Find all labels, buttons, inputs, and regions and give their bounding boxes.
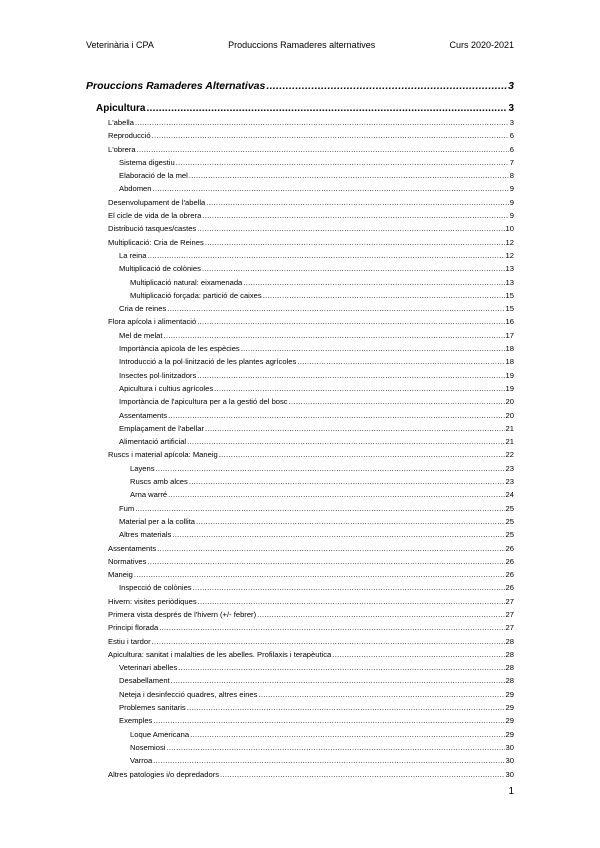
toc-dot-leader xyxy=(168,488,504,501)
toc-entry[interactable] xyxy=(86,262,514,275)
toc-entry[interactable] xyxy=(86,409,514,422)
page-header xyxy=(86,38,514,52)
toc-entry-page: 26 xyxy=(505,583,514,593)
toc-dot-leader xyxy=(189,169,509,182)
toc-entry-title: Desabellament xyxy=(119,676,170,686)
toc-dot-leader xyxy=(156,462,505,475)
toc-entry-title: L'abella xyxy=(108,118,134,127)
toc-dot-leader xyxy=(220,768,505,781)
toc-entry[interactable] xyxy=(86,528,514,541)
toc-entry-page: 24 xyxy=(505,490,514,500)
table-of-contents xyxy=(86,78,514,781)
toc-dot-leader xyxy=(193,581,505,594)
toc-dot-leader xyxy=(332,648,504,661)
toc-dot-leader xyxy=(289,395,505,408)
toc-entry-page: 30 xyxy=(505,742,514,752)
toc-entry-page: 26 xyxy=(505,556,514,566)
toc-dot-leader xyxy=(257,608,504,621)
toc-entry-title: La reina xyxy=(119,250,147,260)
toc-entry[interactable] xyxy=(86,78,514,95)
toc-entry-title: Alimentació artificial xyxy=(119,437,187,447)
toc-entry-title: Hivern: visites periòdiques xyxy=(108,596,197,606)
toc-entry-page: 9 xyxy=(509,197,514,207)
toc-entry[interactable] xyxy=(86,342,514,355)
toc-entry[interactable] xyxy=(86,608,514,621)
toc-entry-page: 21 xyxy=(505,423,514,433)
toc-entry[interactable] xyxy=(86,648,514,661)
toc-entry-page: 29 xyxy=(505,729,514,739)
toc-entry-title: Principi florada xyxy=(108,623,159,633)
toc-entry[interactable] xyxy=(86,754,514,767)
toc-entry-page: 6 xyxy=(509,131,514,141)
toc-entry-title: Veterinari abelles xyxy=(119,663,178,673)
toc-entry-page: 29 xyxy=(505,716,514,726)
toc-entry[interactable] xyxy=(86,395,514,408)
toc-entry[interactable] xyxy=(86,196,514,209)
toc-entry[interactable] xyxy=(86,768,514,781)
toc-entry-page: 6 xyxy=(509,144,514,154)
toc-entry[interactable] xyxy=(86,515,514,528)
toc-entry-page: 16 xyxy=(505,317,514,327)
toc-entry-title: Primera vista després de l'hivern (+/- febrer) xyxy=(108,609,257,619)
toc-entry[interactable] xyxy=(86,101,514,116)
toc-entry[interactable] xyxy=(86,315,514,328)
toc-dot-leader xyxy=(189,475,505,488)
toc-entry-title: Altres patologies i/o depredadors xyxy=(108,769,220,779)
toc-dot-leader xyxy=(168,409,504,422)
toc-dot-leader xyxy=(147,249,504,262)
toc-entry-page: 3 xyxy=(509,118,514,127)
toc-entry-title: Reproducció xyxy=(108,131,151,141)
toc-entry-page: 20 xyxy=(505,410,514,420)
toc-entry-page: 23 xyxy=(505,477,514,487)
toc-entry-title: Material per a la collita xyxy=(119,516,195,526)
toc-entry-page: 25 xyxy=(505,530,514,540)
toc-entry-title: Ruscs i material apícola: Maneig xyxy=(108,450,218,460)
toc-entry-page: 18 xyxy=(505,344,514,354)
toc-entry[interactable] xyxy=(86,688,514,701)
toc-entry-page: 15 xyxy=(505,290,514,300)
toc-dot-leader xyxy=(153,714,504,727)
toc-entry-page: 8 xyxy=(509,171,514,181)
toc-entry-page: 28 xyxy=(505,636,514,646)
toc-entry[interactable] xyxy=(86,728,514,741)
toc-dot-leader xyxy=(241,342,505,355)
toc-entry-title: Fum xyxy=(119,503,135,513)
toc-entry-page: 12 xyxy=(505,250,514,260)
toc-entry[interactable] xyxy=(86,581,514,594)
toc-dot-leader xyxy=(214,382,504,395)
toc-entry[interactable] xyxy=(86,674,514,687)
toc-entry[interactable] xyxy=(86,236,514,249)
header-course-name: Veterinària i CPA xyxy=(86,40,154,50)
toc-entry-page: 9 xyxy=(509,184,514,194)
toc-entry[interactable] xyxy=(86,369,514,382)
toc-entry-title: Maneig xyxy=(108,570,133,580)
toc-entry[interactable] xyxy=(86,595,514,608)
toc-entry-title: Multiplicació forçada: partició de caixes xyxy=(130,290,262,300)
toc-dot-leader xyxy=(137,143,509,156)
toc-entry-title: Desenvolupament de l'abella xyxy=(108,197,206,207)
toc-entry-page: 29 xyxy=(505,689,514,699)
toc-dot-leader xyxy=(152,129,509,142)
toc-dot-leader xyxy=(152,635,505,648)
toc-entry-page: 13 xyxy=(505,277,514,287)
toc-entry-title: Introducció a la pol·linització de les plantes agrícoles xyxy=(119,357,297,367)
toc-entry[interactable] xyxy=(86,329,514,342)
toc-entry-title: El cicle de vida de la obrera xyxy=(108,211,202,221)
toc-entry[interactable] xyxy=(86,502,514,515)
toc-entry-page: 10 xyxy=(505,224,514,234)
toc-entry-page: 21 xyxy=(505,437,514,447)
toc-entry[interactable] xyxy=(86,209,514,222)
toc-entry-title: Multiplicació natural: eixamenada xyxy=(130,277,243,287)
toc-entry[interactable] xyxy=(86,182,514,195)
toc-dot-leader xyxy=(190,728,504,741)
toc-entry-title: Arna warré xyxy=(130,490,168,500)
toc-dot-leader xyxy=(263,289,505,302)
toc-entry-title: Multiplicació de colònies xyxy=(119,264,201,274)
toc-entry-title: Sistema digestiu xyxy=(119,157,175,167)
toc-entry-title: Importància apícola de les espècies xyxy=(119,344,240,354)
toc-entry-title: Flora apícola i alimentació xyxy=(108,317,197,327)
toc-entry[interactable] xyxy=(86,382,514,395)
toc-entry-page: 19 xyxy=(505,370,514,380)
toc-entry[interactable] xyxy=(86,422,514,435)
page-number: 1 xyxy=(508,786,514,797)
toc-entry-title: Altres materials xyxy=(119,530,172,540)
toc-dot-leader xyxy=(157,542,504,555)
toc-entry-page: 15 xyxy=(505,304,514,314)
toc-entry-title: Neteja i desinfecció quadres, altres eines xyxy=(119,689,258,699)
toc-entry-title: Estiu i tardor xyxy=(108,636,151,646)
toc-entry-title: Distribució tasques/castes xyxy=(108,224,197,234)
toc-entry-page: 27 xyxy=(505,609,514,619)
toc-entry-title: Apicultura xyxy=(96,103,146,114)
toc-dot-leader xyxy=(171,674,505,687)
toc-entry-page: 20 xyxy=(505,397,514,407)
toc-entry-title: Exemples xyxy=(119,716,153,726)
toc-dot-leader xyxy=(153,182,509,195)
toc-entry-page: 26 xyxy=(505,570,514,580)
toc-entry-title: Ruscs amb alces xyxy=(130,477,188,487)
toc-entry-page: 13 xyxy=(505,264,514,274)
toc-dot-leader xyxy=(159,621,504,634)
toc-entry[interactable] xyxy=(86,302,514,315)
toc-entry[interactable] xyxy=(86,143,514,156)
toc-dot-leader xyxy=(202,209,508,222)
toc-entry-title: Insectes pol·linitzadors xyxy=(119,370,197,380)
toc-entry-title: Loque Americana xyxy=(130,729,190,739)
toc-entry[interactable] xyxy=(86,701,514,714)
toc-entry-title: Inspecció de colònies xyxy=(119,583,192,593)
toc-entry-title: Emplaçament de l'abellar xyxy=(119,423,205,433)
toc-entry[interactable] xyxy=(86,156,514,169)
toc-dot-leader xyxy=(163,329,504,342)
toc-dot-leader xyxy=(146,101,507,116)
toc-dot-leader xyxy=(206,196,508,209)
toc-entry-title: Normatives xyxy=(108,556,147,566)
toc-entry-title: Abdomen xyxy=(119,184,152,194)
toc-dot-leader xyxy=(172,528,504,541)
toc-entry-title: Problemes sanitaris xyxy=(119,703,186,713)
toc-entry[interactable] xyxy=(86,222,514,235)
toc-dot-leader xyxy=(167,302,504,315)
toc-entry[interactable] xyxy=(86,621,514,634)
toc-entry[interactable] xyxy=(86,661,514,674)
toc-dot-leader xyxy=(202,262,505,275)
toc-entry-page: 23 xyxy=(505,463,514,473)
toc-entry-title: Nosemiosi xyxy=(130,742,166,752)
toc-dot-leader xyxy=(197,369,504,382)
toc-dot-leader xyxy=(297,355,504,368)
toc-dot-leader xyxy=(205,236,505,249)
toc-entry-title: Apicultura: sanitat i malalties de les abelles. Profilaxis i terapèutica xyxy=(108,649,332,659)
toc-entry-page: 28 xyxy=(505,649,514,659)
toc-entry-title: Layens xyxy=(130,463,155,473)
toc-entry[interactable] xyxy=(86,635,514,648)
toc-entry[interactable] xyxy=(86,714,514,727)
toc-entry[interactable] xyxy=(86,129,514,142)
toc-entry-page: 27 xyxy=(505,596,514,606)
toc-entry[interactable] xyxy=(86,475,514,488)
toc-entry[interactable] xyxy=(86,116,514,129)
toc-dot-leader xyxy=(147,555,504,568)
toc-entry-page: 28 xyxy=(505,663,514,673)
toc-dot-leader xyxy=(197,315,504,328)
toc-entry-title: Importància de l'apicultura per a la gestió del bosc xyxy=(119,397,288,407)
toc-entry-title: Elaboració de la mel xyxy=(119,171,188,181)
toc-entry-page: 9 xyxy=(509,211,514,221)
toc-entry[interactable] xyxy=(86,741,514,754)
toc-dot-leader xyxy=(187,701,505,714)
header-document-title: Produccions Ramaderes alternatives xyxy=(228,40,376,50)
toc-dot-leader xyxy=(205,422,505,435)
toc-dot-leader xyxy=(258,688,504,701)
toc-dot-leader xyxy=(219,448,505,461)
toc-entry[interactable] xyxy=(86,355,514,368)
toc-dot-leader xyxy=(134,568,505,581)
toc-entry[interactable] xyxy=(86,169,514,182)
toc-entry-title: Varroa xyxy=(130,756,153,766)
toc-entry-title: Prouccions Ramaderes Alternativas xyxy=(86,80,266,92)
toc-dot-leader xyxy=(176,156,509,169)
toc-dot-leader xyxy=(196,515,505,528)
toc-entry[interactable] xyxy=(86,276,514,289)
toc-entry-page: 19 xyxy=(505,383,514,393)
toc-dot-leader xyxy=(153,754,504,767)
toc-entry-page: 26 xyxy=(505,543,514,553)
toc-dot-leader xyxy=(187,435,504,448)
toc-dot-leader xyxy=(243,276,504,289)
toc-entry-page: 3 xyxy=(508,80,514,92)
toc-entry[interactable] xyxy=(86,448,514,461)
toc-entry-page: 30 xyxy=(505,769,514,779)
toc-dot-leader xyxy=(135,116,509,129)
toc-entry-page: 3 xyxy=(508,103,514,114)
toc-entry-page: 25 xyxy=(505,516,514,526)
toc-entry[interactable] xyxy=(86,488,514,501)
toc-entry[interactable] xyxy=(86,435,514,448)
toc-entry-title: Mel de melat xyxy=(119,330,163,340)
toc-entry[interactable] xyxy=(86,568,514,581)
toc-dot-leader xyxy=(197,222,504,235)
toc-entry-page: 25 xyxy=(505,503,514,513)
toc-entry[interactable] xyxy=(86,555,514,568)
toc-entry-page: 12 xyxy=(505,237,514,247)
toc-entry-page: 30 xyxy=(505,756,514,766)
toc-dot-leader xyxy=(198,595,505,608)
toc-entry-page: 18 xyxy=(505,357,514,367)
toc-entry-title: Assentaments xyxy=(119,410,168,420)
header-academic-year: Curs 2020-2021 xyxy=(449,40,514,50)
toc-entry-page: 22 xyxy=(505,450,514,460)
toc-dot-leader xyxy=(178,661,504,674)
toc-entry[interactable] xyxy=(86,249,514,262)
toc-entry-page: 28 xyxy=(505,676,514,686)
toc-entry-title: Multiplicació: Cria de Reines xyxy=(108,237,204,247)
toc-dot-leader xyxy=(266,78,507,95)
toc-entry-title: Apicultura i cultius agrícoles xyxy=(119,383,214,393)
toc-entry-page: 29 xyxy=(505,703,514,713)
toc-entry-page: 7 xyxy=(509,157,514,167)
toc-entry-title: L'obrera xyxy=(108,144,136,154)
toc-entry[interactable] xyxy=(86,289,514,302)
toc-entry[interactable] xyxy=(86,542,514,555)
toc-entry-title: Cria de reines xyxy=(119,304,167,314)
toc-dot-leader xyxy=(135,502,504,515)
toc-dot-leader xyxy=(166,741,504,754)
toc-entry-title: Assentaments xyxy=(108,543,157,553)
toc-entry-page: 27 xyxy=(505,623,514,633)
toc-entry[interactable] xyxy=(86,462,514,475)
toc-entry-page: 17 xyxy=(505,330,514,340)
